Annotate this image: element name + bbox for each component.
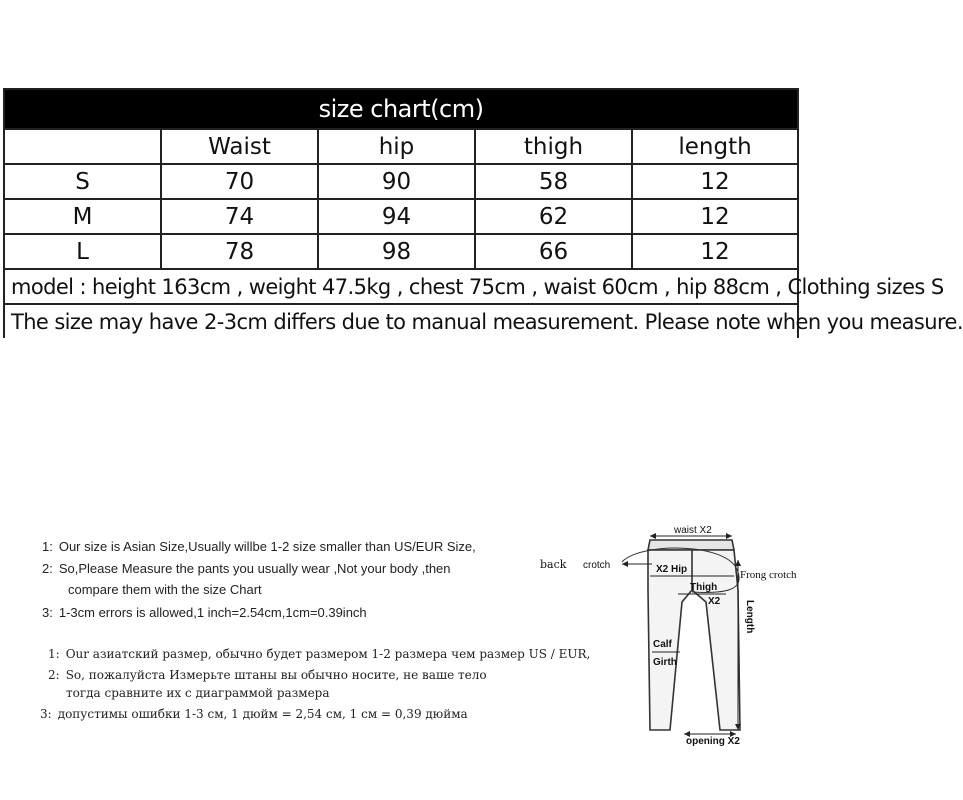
thigh-multiplier: X2 (708, 596, 721, 607)
front-crotch-label: Frong crotch (740, 569, 797, 581)
instruction-line (68, 582, 262, 597)
instruction-text: So,Please Measure the pants you usually wear ,Not your body ,then (58, 561, 451, 576)
instruction-text: So, пожалуйста Измерьте штаны вы обычно носите, не ваше тело (65, 668, 487, 682)
hip-cell: 98 (318, 234, 475, 269)
size-chart-table (3, 88, 963, 338)
instruction-line (42, 561, 451, 576)
instruction-line (42, 605, 367, 620)
table-row (4, 234, 798, 269)
opening-label: opening X2 (686, 736, 740, 747)
calf-label: Calf (653, 639, 672, 650)
table-row (4, 199, 798, 234)
instruction-number: 3: (42, 605, 53, 620)
instruction-number: 1: (48, 647, 60, 661)
size-cell: M (4, 199, 161, 234)
measure-note: The size may have 2-3cm differs due to manual measurement. Please note when you measure. (4, 304, 798, 338)
header-cell: length (632, 129, 798, 164)
instruction-number: 3: (40, 707, 52, 721)
length-cell: 12 (632, 234, 798, 269)
instruction-text: Our size is Asian Size,Usually willbe 1-2 size smaller than US/EUR Size, (58, 539, 476, 554)
thigh-cell: 62 (475, 199, 632, 234)
size-chart-title: size chart(cm) (4, 89, 798, 129)
waist-label: waist X2 (674, 525, 712, 536)
instruction-number: 2: (42, 561, 53, 576)
instruction-line (42, 539, 476, 554)
thigh-cell: 66 (475, 234, 632, 269)
instruction-text: compare them with the size Chart (68, 582, 262, 597)
length-cell: 12 (632, 199, 798, 234)
thigh-label: Thigh (690, 582, 718, 593)
table-row (4, 164, 798, 199)
header-cell: Waist (161, 129, 318, 164)
hip-label: X2 Hip (656, 564, 688, 575)
size-cell: S (4, 164, 161, 199)
pants-measurement-diagram (530, 520, 800, 750)
back-label: back (540, 558, 567, 571)
instruction-text: допустимы ошибки 1-3 см, 1 дюйм = 2,54 см, 1 см = 0,39 дюйма (57, 707, 468, 721)
instruction-line-ru (40, 707, 468, 721)
instruction-line-ru (66, 686, 330, 700)
header-cell: thigh (475, 129, 632, 164)
crotch-label: crotch (583, 560, 611, 571)
hip-cell: 90 (318, 164, 475, 199)
length-cell: 12 (632, 164, 798, 199)
instruction-line-ru (48, 647, 590, 661)
thigh-cell: 58 (475, 164, 632, 199)
instruction-text: Our азиатский размер, обычно будет размером 1-2 размера чем размер US / EUR, (65, 647, 591, 661)
header-cell (4, 129, 161, 164)
header-cell: hip (318, 129, 475, 164)
waist-cell: 70 (161, 164, 318, 199)
instruction-number: 1: (42, 539, 53, 554)
waist-cell: 78 (161, 234, 318, 269)
size-cell: L (4, 234, 161, 269)
instruction-text: тогда сравните их с диаграммой размера (66, 686, 330, 700)
girth-label: Girth (653, 657, 677, 668)
length-label: Length (744, 600, 755, 634)
instruction-line-ru (48, 668, 487, 682)
waist-cell: 74 (161, 199, 318, 234)
hip-cell: 94 (318, 199, 475, 234)
table-header-row (4, 129, 798, 164)
model-note: model : height 163cm , weight 47.5kg , chest 75cm , waist 60cm , hip 88cm , Clothing sizes S (4, 269, 798, 304)
instruction-text: 1-3cm errors is allowed,1 inch=2.54cm,1cm=0.39inch (58, 605, 367, 620)
instruction-number: 2: (48, 668, 60, 682)
